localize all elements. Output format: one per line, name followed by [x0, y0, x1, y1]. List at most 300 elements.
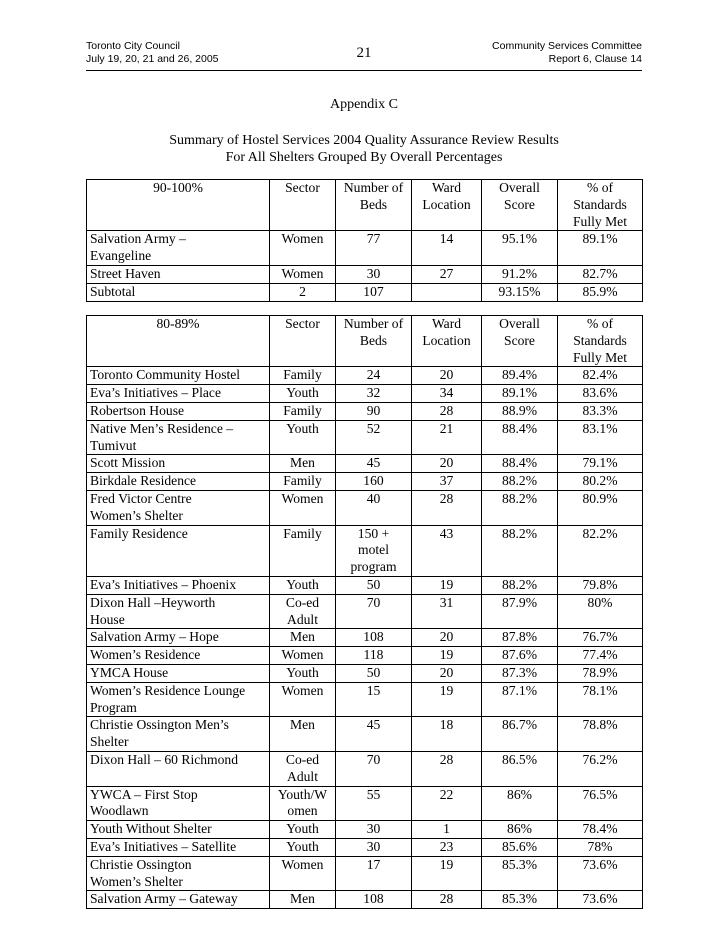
cell-line: Women’s Shelter	[90, 873, 183, 889]
cell-line: 89.4%	[501, 367, 538, 383]
results-table-80-89	[86, 315, 643, 909]
cell-sector	[270, 367, 336, 385]
cell-shelter	[87, 473, 270, 491]
cell-line: 79.1%	[582, 455, 618, 471]
header-committee: Community Services Committee	[492, 40, 642, 52]
cell-sector	[270, 576, 336, 594]
cell-beds	[336, 576, 412, 594]
cell-standards-met	[558, 490, 643, 525]
table-row	[87, 231, 643, 266]
cell-standards-met	[558, 647, 643, 665]
appendix-title: Appendix C	[329, 97, 399, 112]
cell-overall-score	[482, 367, 558, 385]
cell-line: Birkdale Residence	[90, 473, 197, 489]
cell-line: 77.4%	[582, 647, 618, 663]
cell-standards-met	[558, 231, 643, 266]
cell-sector	[270, 490, 336, 525]
cell-line: 87.3%	[501, 664, 538, 680]
cell-line: 88.2%	[501, 576, 538, 592]
cell-line: 83.1%	[582, 420, 618, 436]
cell-line: Family	[283, 402, 322, 418]
cell-beds	[336, 231, 412, 266]
cell-line: 86%	[507, 786, 532, 802]
cell-sector	[270, 594, 336, 629]
cell-line: 88.2%	[501, 525, 538, 541]
cell-overall-score	[482, 402, 558, 420]
cell-overall-score	[482, 856, 558, 891]
cell-line: 88.4%	[501, 420, 538, 436]
cell-line: 76.7%	[582, 629, 618, 645]
cell-beds	[336, 856, 412, 891]
cell-overall-score	[482, 385, 558, 403]
cell-overall-score	[482, 265, 558, 283]
cell-line: 52	[366, 420, 381, 436]
cell-beds	[336, 629, 412, 647]
cell-standards-met	[558, 385, 643, 403]
table-row	[87, 402, 643, 420]
header-report: Report 6, Clause 14	[548, 53, 642, 65]
cell-line: 40	[366, 490, 381, 506]
cell-line: Co-ed	[285, 751, 320, 767]
cell-line: 45	[366, 717, 381, 733]
cell-line: 73.6%	[582, 891, 618, 907]
header-right	[492, 40, 642, 66]
cell-standards-met	[558, 473, 643, 491]
cell-line: Co-ed	[285, 594, 320, 610]
cell-ward	[412, 856, 482, 891]
cell-beds	[336, 751, 412, 786]
cell-overall-score	[482, 838, 558, 856]
cell-beds	[336, 786, 412, 821]
cell-line: Eva’s Initiatives – Place	[90, 385, 221, 401]
cell-line: motel	[358, 542, 389, 558]
cell-line: 80%	[587, 594, 613, 610]
cell-beds	[336, 647, 412, 665]
cell-line: % of	[586, 316, 614, 331]
cell-standards-met	[558, 420, 643, 455]
cell-sector	[270, 283, 336, 301]
header-beds	[336, 180, 412, 231]
cell-line: 78.8%	[582, 717, 618, 733]
cell-line: Overall	[499, 316, 540, 331]
cell-line: Youth	[286, 821, 319, 837]
cell-beds	[336, 265, 412, 283]
cell-overall-score	[482, 751, 558, 786]
cell-line: Women	[281, 856, 324, 872]
cell-line: 77	[366, 231, 381, 247]
header-shelter	[87, 180, 270, 231]
cell-overall-score	[482, 891, 558, 909]
cell-shelter	[87, 856, 270, 891]
cell-line: Ward	[431, 316, 462, 331]
cell-line: Overall	[499, 180, 540, 195]
cell-line: Fully Met	[572, 349, 627, 365]
cell-line: Women’s Residence	[90, 647, 201, 663]
cell-line: Women	[281, 490, 324, 506]
cell-line: 85.6%	[501, 838, 538, 854]
cell-overall-score	[482, 576, 558, 594]
table-row	[87, 420, 643, 455]
cell-line: 86%	[507, 821, 532, 837]
cell-shelter	[87, 647, 270, 665]
header-beds	[336, 316, 412, 367]
cell-shelter	[87, 385, 270, 403]
cell-line: 118	[363, 647, 384, 663]
cell-line: 82.2%	[582, 525, 618, 541]
cell-sector	[270, 838, 336, 856]
cell-sector	[270, 856, 336, 891]
cell-beds	[336, 283, 412, 301]
cell-ward	[412, 629, 482, 647]
cell-line: 108	[363, 891, 384, 907]
cell-standards-met	[558, 576, 643, 594]
cell-beds	[336, 420, 412, 455]
cell-standards-met	[558, 594, 643, 629]
cell-line: Ward	[431, 180, 462, 195]
cell-standards-met	[558, 664, 643, 682]
cell-line: Scott Mission	[90, 455, 166, 471]
cell-line: 107	[363, 283, 384, 299]
table-row	[87, 838, 643, 856]
cell-line: Eva’s Initiatives – Satellite	[90, 838, 237, 854]
cell-overall-score	[482, 490, 558, 525]
cell-standards-met	[558, 265, 643, 283]
cell-ward	[412, 490, 482, 525]
cell-line: Location	[422, 332, 471, 348]
cell-sector	[270, 455, 336, 473]
cell-sector	[270, 786, 336, 821]
cell-sector	[270, 717, 336, 752]
cell-line: 55	[366, 786, 381, 802]
cell-line: Score	[504, 332, 535, 348]
cell-line: 20	[439, 629, 454, 645]
cell-line: YWCA – First Stop	[90, 786, 198, 802]
table-row	[87, 856, 643, 891]
cell-line: 20	[439, 455, 454, 471]
cell-overall-score	[482, 283, 558, 301]
cell-line: Shelter	[90, 734, 129, 750]
cell-line: Standards	[573, 196, 627, 212]
cell-line: Dixon Hall –Heyworth	[90, 594, 216, 610]
cell-standards-met	[558, 717, 643, 752]
cell-ward	[412, 473, 482, 491]
page-number: 21	[356, 45, 372, 61]
cell-line: 15	[366, 682, 381, 698]
cell-ward	[412, 402, 482, 420]
cell-shelter	[87, 525, 270, 576]
cell-line: Sector	[285, 180, 320, 195]
cell-standards-met	[558, 821, 643, 839]
summary-title: Summary of Hostel Services 2004 Quality Assurance Review Results	[169, 133, 559, 148]
cell-beds	[336, 891, 412, 909]
cell-line: 82.7%	[582, 265, 618, 281]
cell-shelter	[87, 891, 270, 909]
cell-line: Women’s Residence Lounge	[90, 682, 246, 698]
cell-line: Women’s Shelter	[90, 507, 183, 523]
cell-beds	[336, 473, 412, 491]
cell-line: Eva’s Initiatives – Phoenix	[90, 576, 237, 592]
header-row	[87, 180, 643, 231]
cell-line: 28	[439, 891, 454, 907]
cell-standards-met	[558, 751, 643, 786]
cell-overall-score	[482, 717, 558, 752]
cell-line: 85.3%	[501, 856, 538, 872]
cell-sector	[270, 420, 336, 455]
cell-ward	[412, 283, 482, 301]
cell-ward	[412, 420, 482, 455]
table-row	[87, 821, 643, 839]
cell-standards-met	[558, 891, 643, 909]
cell-line: Salvation Army – Gateway	[90, 891, 238, 907]
cell-ward	[412, 786, 482, 821]
cell-standards-met	[558, 629, 643, 647]
cell-shelter	[87, 682, 270, 717]
cell-line: 88.2%	[501, 490, 538, 506]
cell-sector	[270, 473, 336, 491]
cell-line: 28	[439, 751, 454, 767]
cell-overall-score	[482, 786, 558, 821]
cell-line: Family Residence	[90, 525, 188, 541]
cell-line: 80-89%	[156, 316, 200, 331]
cell-line: 108	[363, 629, 384, 645]
header-row	[87, 316, 643, 367]
cell-line: 150 +	[357, 525, 390, 541]
header-overall-score	[482, 180, 558, 231]
cell-sector	[270, 821, 336, 839]
cell-sector	[270, 385, 336, 403]
table-row	[87, 647, 643, 665]
cell-standards-met	[558, 455, 643, 473]
cell-beds	[336, 821, 412, 839]
cell-line: 83.6%	[582, 385, 618, 401]
cell-line: Youth Without Shelter	[90, 821, 212, 837]
cell-line: 20	[439, 664, 454, 680]
cell-standards-met	[558, 402, 643, 420]
cell-line: Adult	[287, 768, 318, 784]
cell-standards-met	[558, 525, 643, 576]
cell-sector	[270, 629, 336, 647]
header-standards-met	[558, 316, 643, 367]
header-sector	[270, 316, 336, 367]
header-overall-score	[482, 316, 558, 367]
cell-line: Standards	[573, 332, 627, 348]
cell-line: 83.3%	[582, 402, 618, 418]
cell-ward	[412, 647, 482, 665]
cell-line: Youth	[286, 576, 319, 592]
cell-sector	[270, 891, 336, 909]
cell-ward	[412, 525, 482, 576]
cell-line: Beds	[359, 332, 388, 348]
cell-line: 20	[439, 367, 454, 383]
cell-overall-score	[482, 821, 558, 839]
cell-shelter	[87, 838, 270, 856]
table-row	[87, 664, 643, 682]
table-row	[87, 455, 643, 473]
cell-overall-score	[482, 525, 558, 576]
results-table-90-100	[86, 179, 643, 302]
cell-line: Number of	[343, 180, 404, 195]
cell-line: 78.4%	[582, 821, 618, 837]
cell-overall-score	[482, 664, 558, 682]
table-row	[87, 490, 643, 525]
cell-overall-score	[482, 420, 558, 455]
table-row	[87, 682, 643, 717]
cell-beds	[336, 664, 412, 682]
cell-line: Beds	[359, 196, 388, 212]
cell-line: Men	[290, 629, 315, 645]
cell-line: Tumivut	[90, 437, 137, 453]
table-row	[87, 473, 643, 491]
cell-line: 34	[439, 385, 454, 401]
cell-line: 90-100%	[153, 180, 203, 195]
cell-line: Men	[290, 455, 315, 471]
cell-line: Christie Ossington Men’s	[90, 717, 229, 733]
cell-line: Fred Victor Centre	[90, 490, 192, 506]
cell-line: Women	[281, 231, 324, 247]
cell-sector	[270, 647, 336, 665]
table-row	[87, 576, 643, 594]
cell-line: 80.2%	[582, 473, 618, 489]
cell-line: 88.4%	[501, 455, 538, 471]
cell-line: Woodlawn	[90, 803, 149, 819]
cell-ward	[412, 821, 482, 839]
cell-line: Dixon Hall – 60 Richmond	[90, 751, 239, 767]
cell-sector	[270, 664, 336, 682]
cell-line: 76.2%	[582, 751, 618, 767]
cell-beds	[336, 385, 412, 403]
cell-line: 50	[366, 664, 381, 680]
cell-shelter	[87, 594, 270, 629]
cell-ward	[412, 717, 482, 752]
cell-line: 22	[439, 786, 454, 802]
cell-line: 87.9%	[501, 594, 538, 610]
header-standards-met	[558, 180, 643, 231]
header-ward	[412, 316, 482, 367]
cell-line: 73.6%	[582, 856, 618, 872]
cell-line: 28	[439, 490, 454, 506]
cell-standards-met	[558, 838, 643, 856]
cell-line: 89.1%	[582, 231, 618, 247]
cell-line: Subtotal	[90, 283, 136, 299]
table-row	[87, 283, 643, 301]
cell-line: Toronto Community Hostel	[90, 367, 241, 383]
header-shelter	[87, 316, 270, 367]
cell-line: 70	[366, 594, 381, 610]
cell-overall-score	[482, 231, 558, 266]
cell-line: 2	[299, 283, 306, 299]
cell-line: 19	[439, 647, 454, 663]
cell-ward	[412, 594, 482, 629]
cell-line: 31	[439, 594, 454, 610]
cell-line: 17	[366, 856, 381, 872]
cell-ward	[412, 682, 482, 717]
cell-line: 80.9%	[582, 490, 618, 506]
table-row	[87, 786, 643, 821]
cell-line: Salvation Army – Hope	[90, 629, 219, 645]
cell-standards-met	[558, 283, 643, 301]
cell-shelter	[87, 821, 270, 839]
cell-beds	[336, 717, 412, 752]
header-sector	[270, 180, 336, 231]
cell-shelter	[87, 420, 270, 455]
cell-line: 78%	[587, 838, 613, 854]
cell-line: Youth	[286, 385, 319, 401]
cell-line: omen	[287, 803, 318, 819]
cell-line: 85.3%	[501, 891, 538, 907]
cell-line: Native Men’s Residence –	[90, 420, 234, 436]
cell-ward	[412, 751, 482, 786]
cell-line: YMCA House	[90, 664, 169, 680]
cell-overall-score	[482, 629, 558, 647]
cell-line: Youth	[286, 420, 319, 436]
cell-shelter	[87, 629, 270, 647]
cell-line: Family	[283, 367, 322, 383]
cell-line: 87.6%	[501, 647, 538, 663]
cell-overall-score	[482, 594, 558, 629]
cell-line: 76.5%	[582, 786, 618, 802]
header-dates: July 19, 20, 21 and 26, 2005	[86, 53, 219, 65]
header-ward	[412, 180, 482, 231]
cell-line: 90	[366, 402, 381, 418]
table-row	[87, 594, 643, 629]
cell-line: Fully Met	[572, 213, 627, 229]
cell-shelter	[87, 283, 270, 301]
cell-line: program	[350, 559, 397, 575]
table-row	[87, 367, 643, 385]
cell-ward	[412, 231, 482, 266]
cell-sector	[270, 751, 336, 786]
header-council: Toronto City Council	[86, 40, 180, 52]
cell-line: 78.9%	[582, 664, 618, 680]
table-row	[87, 751, 643, 786]
cell-line: 30	[366, 838, 381, 854]
cell-line: 18	[439, 717, 454, 733]
cell-line: Women	[281, 682, 324, 698]
cell-line: Women	[281, 265, 324, 281]
cell-line: Score	[504, 196, 535, 212]
cell-line: 85.9%	[582, 283, 618, 299]
cell-line: 82.4%	[582, 367, 618, 383]
cell-line: Salvation Army –	[90, 231, 186, 247]
cell-beds	[336, 682, 412, 717]
cell-line: 91.2%	[501, 265, 538, 281]
summary-subtitle: For All Shelters Grouped By Overall Percentages	[225, 150, 503, 165]
cell-line: 78.1%	[582, 682, 618, 698]
cell-line: Christie Ossington	[90, 856, 192, 872]
cell-line: 86.7%	[501, 717, 538, 733]
cell-line: Youth	[286, 838, 319, 854]
cell-line: 45	[366, 455, 381, 471]
cell-line: 28	[439, 402, 454, 418]
cell-shelter	[87, 402, 270, 420]
table-row	[87, 385, 643, 403]
cell-standards-met	[558, 856, 643, 891]
cell-line: 30	[366, 265, 381, 281]
cell-line: 160	[363, 473, 384, 489]
cell-shelter	[87, 231, 270, 266]
cell-line: 19	[439, 576, 454, 592]
cell-line: Number of	[343, 316, 404, 331]
cell-line: Men	[290, 717, 315, 733]
cell-line: Youth/W	[277, 786, 328, 802]
cell-line: 23	[439, 838, 454, 854]
cell-standards-met	[558, 367, 643, 385]
cell-line: 24	[366, 367, 381, 383]
cell-line: 30	[366, 821, 381, 837]
cell-ward	[412, 838, 482, 856]
cell-line: 95.1%	[501, 231, 538, 247]
cell-beds	[336, 490, 412, 525]
